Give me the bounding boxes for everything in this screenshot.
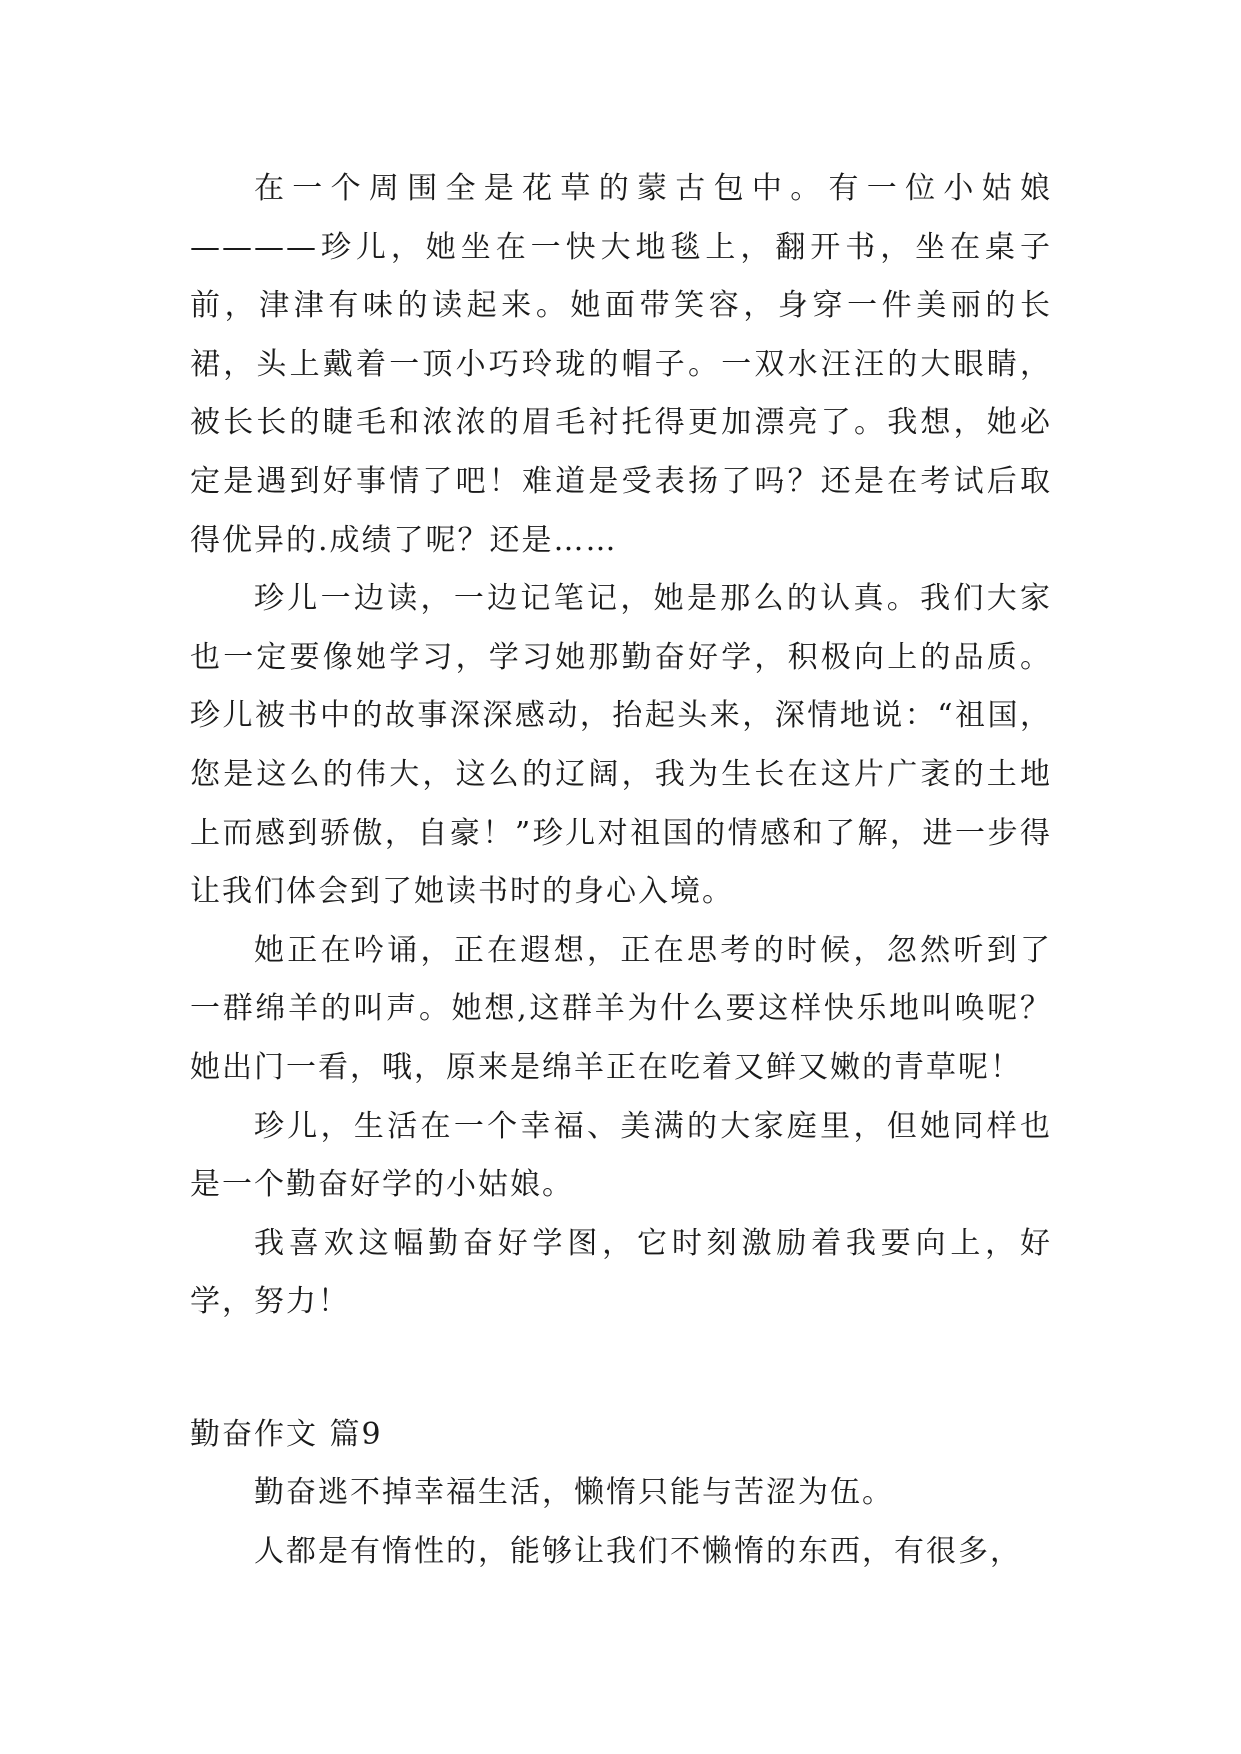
paragraph: 我喜欢这幅勤奋好学图，它时刻激励着我要向上，好学，努力！ bbox=[190, 1225, 1052, 1320]
section-heading: 勤奋作文 篇9 bbox=[190, 1416, 383, 1452]
paragraph: 珍儿一边读，一边记笔记，她是那么的认真。我们大家也一定要像她学习，学习她那勤奋好学，积极向上的品质。珍儿被书中的故事深深感动，抬起头来，深情地说：“祖国，您是这么的伟大，这么的辽阔，我为生长在这片广袤的土地上而感到骄傲，自豪！”珍儿对祖国的情感和了解，进一步得让我们体会到了她读书时的身心入境。 bbox=[190, 581, 1052, 910]
paragraph: 在一个周围全是花草的蒙古包中。有一位小姑娘————珍儿，她坐在一快大地毯上，翻开书，坐在桌子前，津津有味的读起来。她面带笑容，身穿一件美丽的长裙，头上戴着一顶小巧玲珑的帽子。一双水汪汪的大眼睛，被长长的睫毛和浓浓的眉毛衬托得更加漂亮了。我想，她必定是遇到好事情了吧！难道是受表扬了吗？还是在考试后取得优异的.成绩了呢？还是…… bbox=[190, 171, 1052, 558]
paragraph: 人都是有惰性的，能够让我们不懒惰的东西，有很多， bbox=[254, 1534, 1022, 1570]
document-body bbox=[190, 160, 1052, 1582]
paragraph: 勤奋逃不掉幸福生活，懒惰只能与苦涩为伍。 bbox=[254, 1475, 894, 1511]
paragraph: 珍儿，生活在一个幸福、美满的大家庭里，但她同样也是一个勤奋好学的小姑娘。 bbox=[190, 1108, 1052, 1203]
paragraph: 她正在吟诵，正在遐想，正在思考的时候，忽然听到了一群绵羊的叫声。她想,这群羊为什么要这样快乐地叫唤呢？她出门一看，哦，原来是绵羊正在吃着又鲜又嫩的青草呢！ bbox=[190, 932, 1052, 1085]
